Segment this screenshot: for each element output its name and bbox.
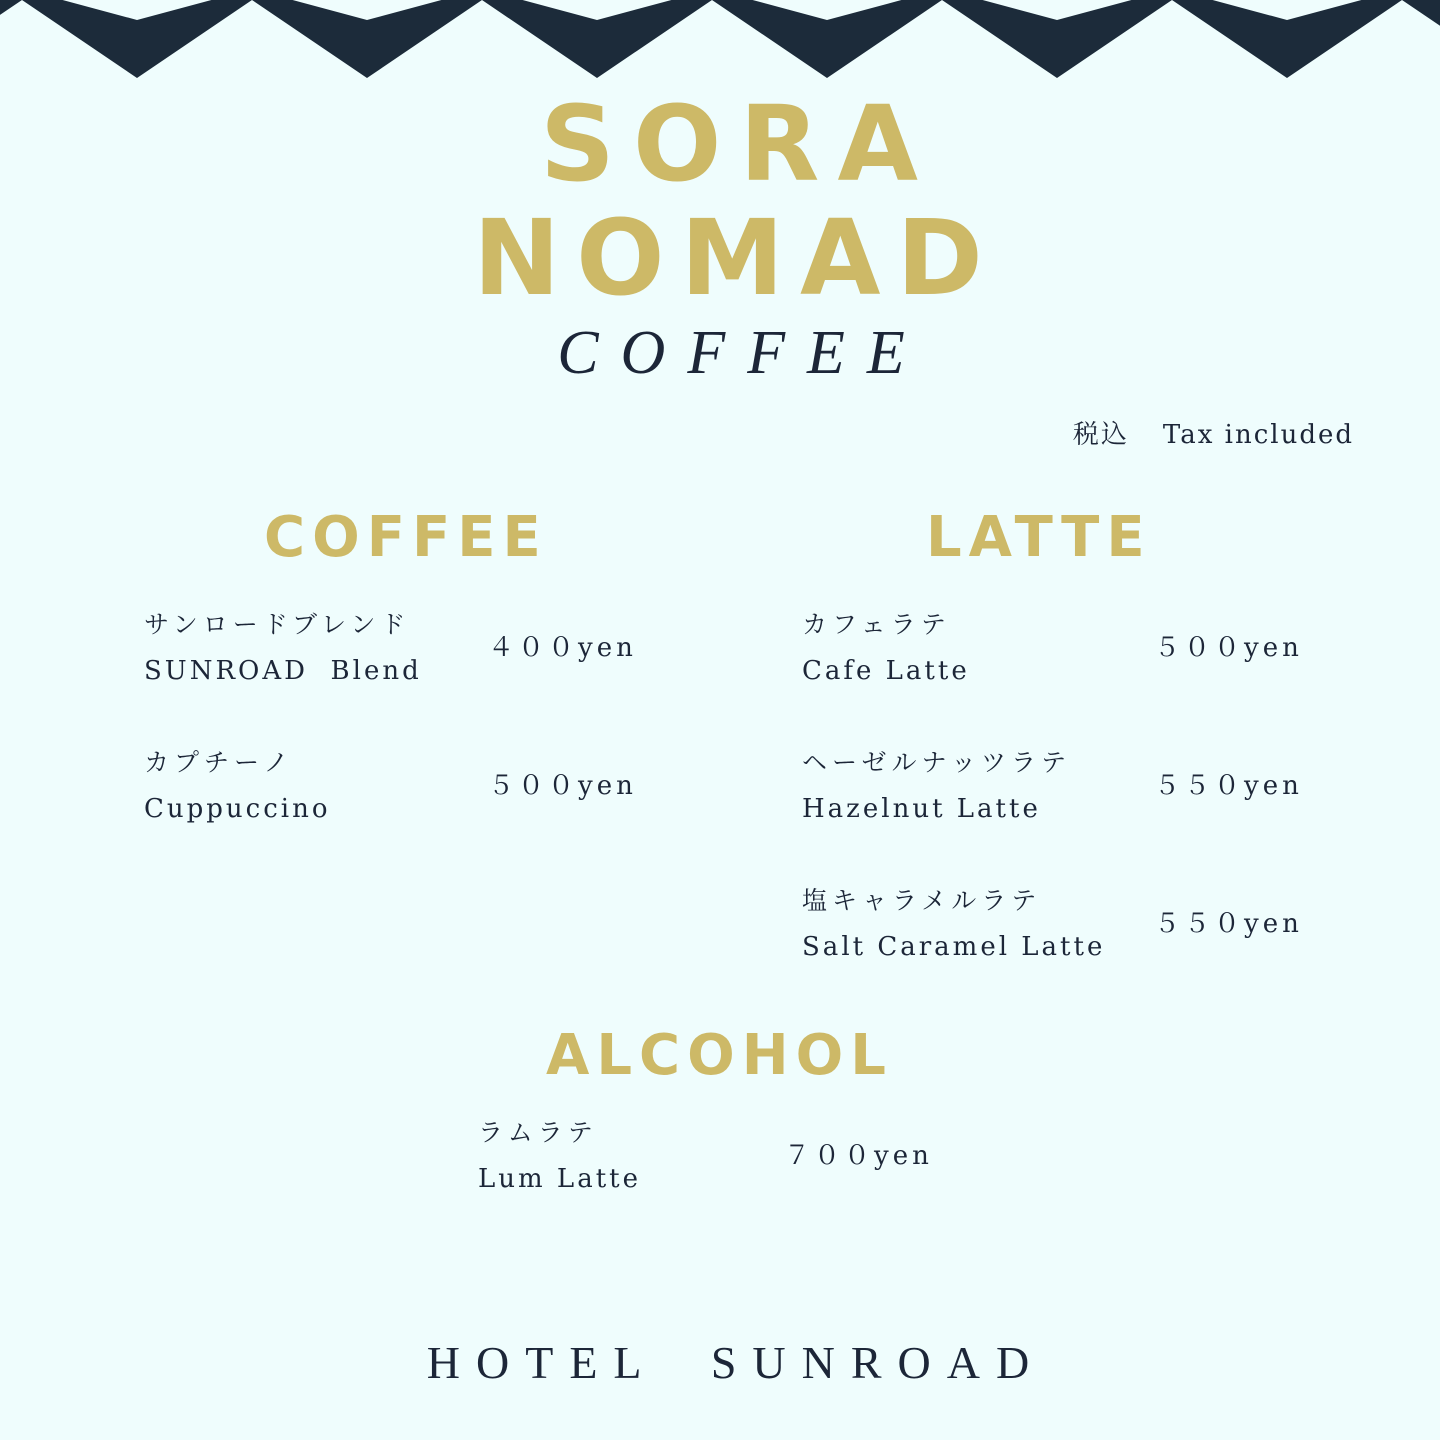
menu-item-price: ５５０yen [1154,771,1303,801]
section-title-alcohol: ALCOHOL [546,1023,893,1088]
tax-note [1073,414,1354,451]
tax-note-en: Tax included [1162,420,1354,450]
menu-item-price: ５５０yen [1154,909,1303,939]
menu-item-price: ５００yen [488,771,637,801]
menu-item-cafe-latte [802,610,970,686]
brand-title-nomad: NOMAD [473,197,999,319]
chevron-shape [22,0,252,78]
chevron-shape [252,0,482,78]
menu-item-name-en: SUNROAD Blend [144,656,422,686]
menu-item-name-jp: サンロードブレンド [144,610,411,639]
chevron-shape [712,0,942,78]
menu-item-name-en: Salt Caramel Latte [802,932,1106,962]
menu-item-price: ５００yen [1154,633,1303,663]
menu-item-lum-latte [478,1118,641,1194]
tax-note-jp: 税込 [1072,420,1129,450]
menu-item-name-jp: ラムラテ [478,1118,598,1147]
menu-item-price: ４００yen [488,633,637,663]
menu-item-name-jp: ヘーゼルナッツラテ [802,748,1072,777]
menu-item-salt-caramel-latte [802,886,1105,962]
section-title-latte: LATTE [926,505,1152,570]
brand-subtitle-coffee: COFFEE [557,319,927,387]
chevron-shape [482,0,712,78]
menu-item-name-en: Lum Latte [478,1164,641,1194]
menu-item-name-en: Hazelnut Latte [802,794,1041,824]
menu-item-name-jp: カフェラテ [802,610,951,639]
chevron-shape [1402,0,1440,78]
brand-title-sora: SORA [540,83,936,205]
menu-item-hazelnut-latte [802,748,1071,824]
chevron-shape [1172,0,1402,78]
footer-hotel-name: HOTEL SUNROAD [426,1337,1046,1388]
section-title-coffee: COFFEE [264,505,548,570]
menu-item-name-en: Cafe Latte [802,656,970,686]
chevron-shape [0,0,22,78]
zigzag-border [0,0,1440,80]
menu-item-sunroad-blend [144,610,422,686]
menu-item-name-jp: カプチーノ [144,748,294,777]
menu-item-price: ７００yen [784,1141,933,1171]
chevron-shape [942,0,1172,78]
menu-item-name-en: Cuppuccino [144,794,331,824]
menu-item-cuppuccino [144,748,331,824]
menu-item-name-jp: 塩キャラメルラテ [802,886,1042,915]
